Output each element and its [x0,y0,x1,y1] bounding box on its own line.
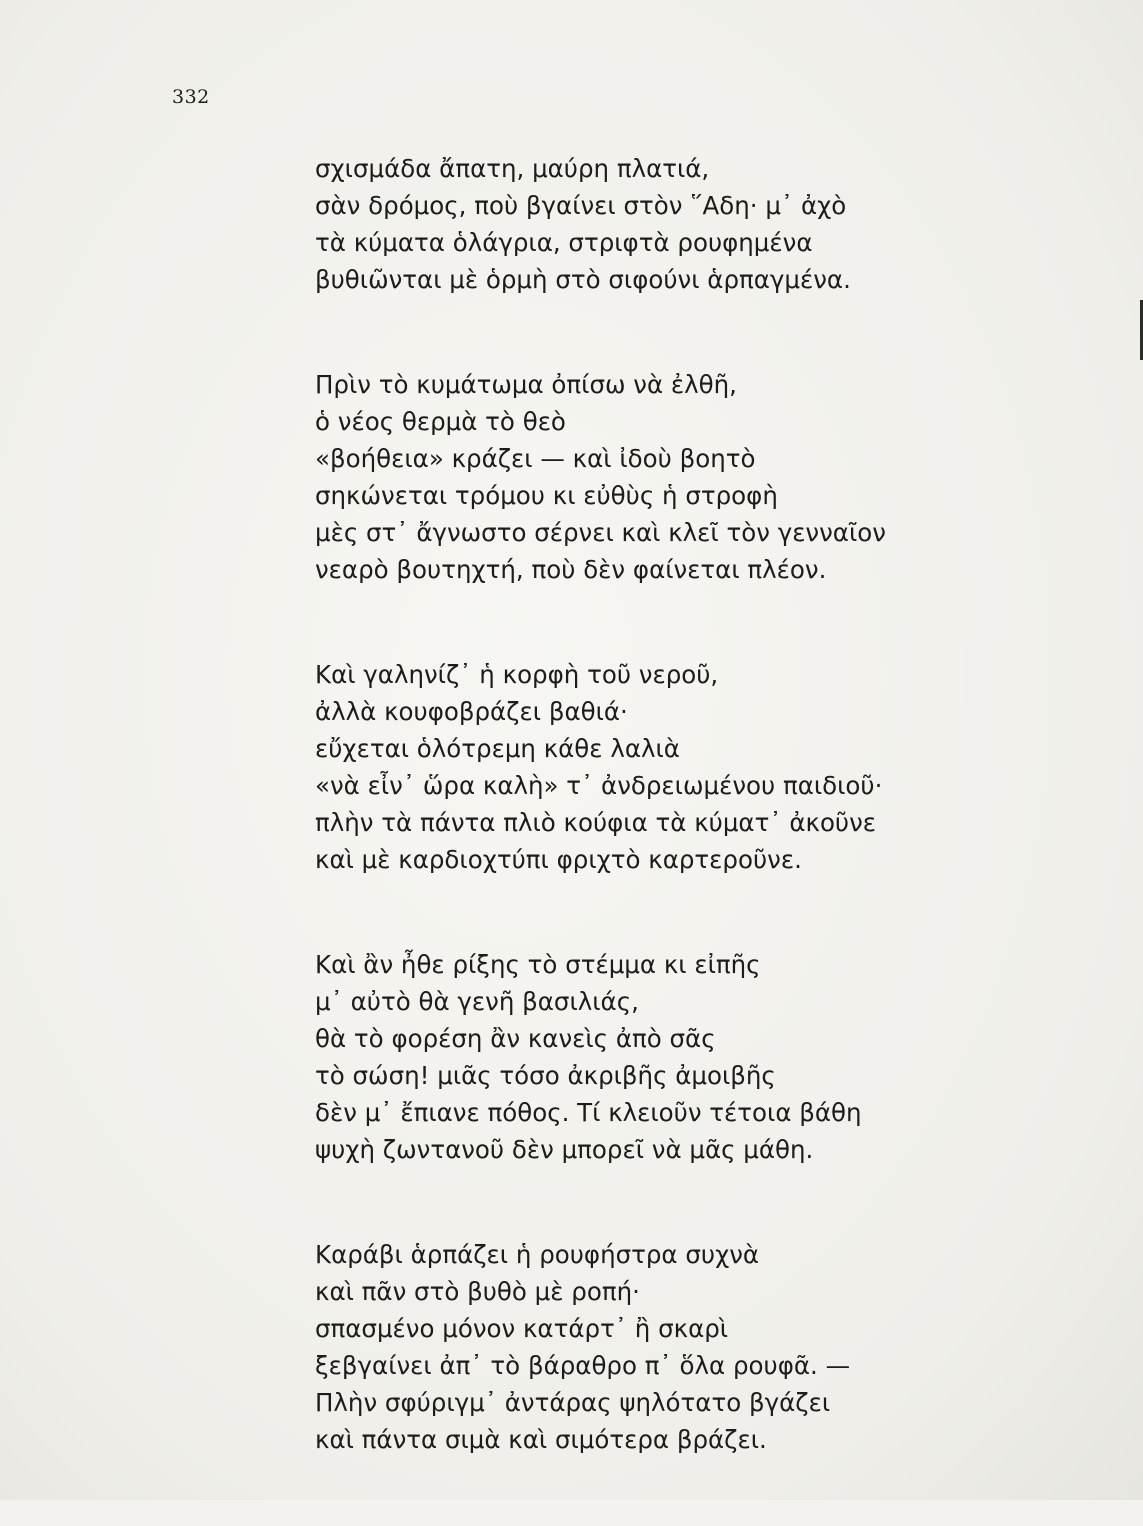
poem-line: ὁ νέος θερμὰ τὸ θεὸ [315,407,566,436]
poem-line: σπασμένο μόνον κατάρτ᾿ ἢ σκαρὶ [315,1314,729,1343]
poem-line: σχισμάδα ἄπατη, μαύρη πλατιά, [315,154,710,183]
poem-line: ἀλλὰ κουφοβράζει βαθιά· [315,697,628,726]
stanza-4 [315,946,1095,1168]
stanza-3 [315,656,1095,878]
poem-line: νεαρὸ βουτηχτή, ποὺ δὲν φαίνεται πλέον. [315,555,827,584]
poem-line: δὲν μ᾿ ἔπιανε πόθος. Τί κλειοῦν τέτοια βάθη [315,1098,862,1127]
poem-line: σὰν δρόμος, ποὺ βγαίνει στὸν ῞Αδη· μ᾿ ἀχὸ [315,191,847,220]
poem-line: πλὴν τὰ πάντα πλιὸ κούφια τὰ κύματ᾿ ἀκοῦνε [315,808,877,837]
poem-line: Πλὴν σφύριγμ᾿ ἀντάρας ψηλότατο βγάζει [315,1388,831,1417]
poem-line: τὰ κύματα ὁλάγρια, στριφτὰ ρουφημένα [315,228,813,257]
poem-line: Καὶ γαληνίζ᾿ ἡ κορφὴ τοῦ νεροῦ, [315,660,719,689]
poem-line: «βοήθεια» κράζει — καὶ ἰδοὺ βοητὸ [315,444,756,473]
poem-line: ψυχὴ ζωντανοῦ δὲν μπορεῖ νὰ μᾶς μάθη. [315,1135,814,1164]
poem-line: εὔχεται ὁλότρεμη κάθε λαλιὰ [315,734,680,763]
poem-line: σηκώνεται τρόμου κι εὐθὺς ἡ στροφὴ [315,481,778,510]
poem-line: ξεβγαίνει ἀπ᾿ τὸ βάραθρο π᾿ ὅλα ρουφᾶ. — [315,1351,851,1380]
poem-line: βυθιῶνται μὲ ὁρμὴ στὸ σιφούνι ἁρπαγμένα. [315,265,851,294]
stanza-2 [315,366,1095,588]
poem-line: μ᾿ αὐτὸ θὰ γενῆ βασιλιάς, [315,987,639,1016]
poem-line: καὶ πᾶν στὸ βυθὸ μὲ ροπή· [315,1277,640,1306]
page-number: 332 [172,86,210,108]
poem-line: τὸ σώση! μιᾶς τόσο ἀκριβῆς ἀμοιβῆς [315,1061,776,1090]
poem-line: Καὶ ἂν ἦθε ρίξης τὸ στέμμα κι εἰπῆς [315,950,761,979]
poem-line: καὶ πάντα σιμὰ καὶ σιμότερα βράζει. [315,1425,767,1454]
poem-line: Πρὶν τὸ κυμάτωμα ὀπίσω νὰ ἐλθῆ, [315,370,737,399]
poem [315,150,1095,1526]
stanza-5 [315,1236,1095,1458]
poem-line: Καράβι ἁρπάζει ἡ ρουφήστρα συχνὰ [315,1240,760,1269]
poem-line: μὲς στ᾿ ἄγνωστο σέρνει καὶ κλεῖ τὸν γενναῖον [315,518,886,547]
poem-line: καὶ μὲ καρδιοχτύπι φριχτὸ καρτεροῦνε. [315,845,802,874]
poem-line: «νὰ εἶν᾿ ὥρα καλὴ» τ᾿ ἀνδρειωμένου παιδιοῦ· [315,771,883,800]
stanza-1 [315,150,1095,298]
poem-line: θὰ τὸ φορέση ἂν κανεὶς ἀπὸ σᾶς [315,1024,716,1053]
